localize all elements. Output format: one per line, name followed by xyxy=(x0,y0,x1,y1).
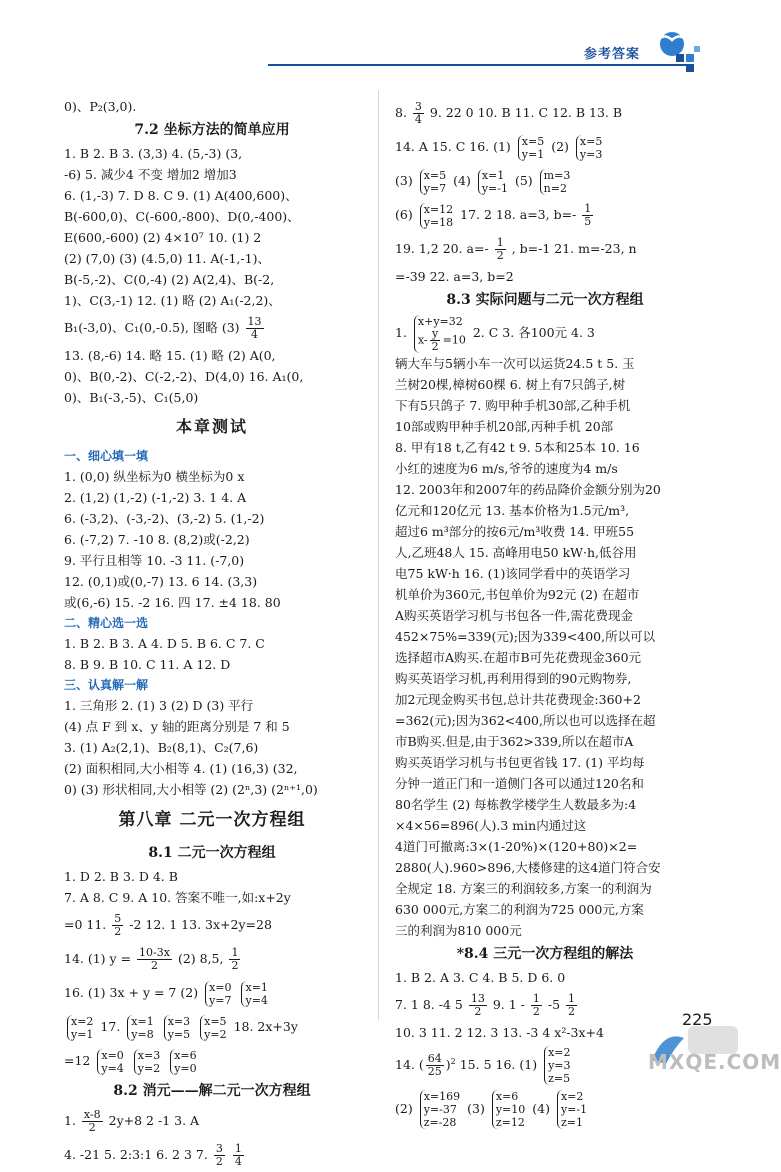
header-rule xyxy=(268,64,688,66)
equation-system xyxy=(134,1049,160,1075)
answer-line: 8. 甲有18 t,乙有42 t 9. 5本和25本 10. 16 xyxy=(395,440,640,455)
header-title: 参考答案 xyxy=(583,47,640,62)
answer-line xyxy=(64,976,360,1010)
fraction xyxy=(112,913,123,938)
answer-text: 2. C 3. 各100元 4. 3 xyxy=(472,325,595,340)
answer-line: 亿元和120亿元 13. 基本价格为1.5元/m³, xyxy=(395,503,630,518)
answer-text: 15. 5 16. (1) xyxy=(459,1057,538,1072)
subsection-fill-blank: 一、细心填一填 xyxy=(64,449,149,463)
answer-line xyxy=(64,1010,360,1044)
equation-system xyxy=(492,1090,525,1129)
answer-text: (2) xyxy=(395,1101,413,1116)
equation: x=2 xyxy=(548,1046,571,1059)
equation-system xyxy=(164,1015,190,1041)
denominator: 2 xyxy=(431,339,439,353)
denominator: 2 xyxy=(474,1005,482,1018)
equation: z=1 xyxy=(560,1116,583,1129)
numerator: 1 xyxy=(568,992,576,1005)
equation: x=12 xyxy=(423,202,454,216)
denominator: 2 xyxy=(496,249,504,262)
answer-text: (3) xyxy=(395,173,413,188)
equation-system xyxy=(478,169,508,195)
answer-line: A购买英语学习机与书包各一件,需花费现金 xyxy=(395,608,634,623)
section-7-2-answers xyxy=(64,143,360,408)
answer-line: 三的利润为810 000元 xyxy=(395,923,522,938)
equation: x=0 xyxy=(209,980,232,994)
answer-text: 9. 1 - xyxy=(492,997,525,1012)
denominator: 4 xyxy=(414,113,422,126)
answer-text: (6) xyxy=(395,207,413,222)
equation: x=5 xyxy=(521,134,545,148)
fraction xyxy=(214,1143,225,1168)
answer-line: 0)、B(0,-2)、C(-2,-2)、D(4,0) 16. A₁(0, xyxy=(64,369,304,384)
answer-line: 2. (1,2) (1,-2) (-1,-2) 3. 1 4. A xyxy=(64,490,247,505)
equation: y=3 xyxy=(579,147,603,161)
equation-system xyxy=(200,1015,226,1041)
answer-text: 14. xyxy=(395,1057,415,1072)
answer-text: (5) xyxy=(514,173,533,188)
answer-line xyxy=(64,942,360,976)
denominator: 25 xyxy=(427,1065,442,1078)
answer-line: 1. B 2. B 3. A 4. D 5. B 6. C 7. C xyxy=(64,636,265,651)
answer-line xyxy=(64,908,360,942)
equation-system xyxy=(205,981,231,1007)
equation: y=3 xyxy=(548,1059,571,1072)
section-title-7-2: 7.2 坐标方法的简单应用 xyxy=(134,122,290,138)
equation: x=1 xyxy=(245,980,268,994)
answer-line: 12. (0,1)或(0,-7) 13. 6 14. (3,3) xyxy=(64,574,258,589)
equation-system xyxy=(420,169,446,195)
answer-line: =362(元);因为362<400,所以也可以选择在超 xyxy=(395,713,656,728)
fraction xyxy=(566,993,577,1018)
answer-line xyxy=(395,988,695,1022)
equation: x=6 xyxy=(495,1090,519,1103)
equation-system xyxy=(540,169,571,195)
answer-line: 6. (1,-3) 7. D 8. C 9. (1) A(400,600)、 xyxy=(64,188,298,203)
equation: y=0 xyxy=(174,1061,197,1075)
answer-line: -6) 5. 减少4 不变 增加2 增加3 xyxy=(64,167,237,182)
answer-line: 6. (-7,2) 7. -10 8. (8,2)或(-2,2) xyxy=(64,532,250,547)
answer-line: 0) (3) 形状相同,大小相等 (2) (2ⁿ,3) (2ⁿ⁺¹,0) xyxy=(64,782,318,797)
answer-line xyxy=(395,1087,695,1131)
answer-text: -5 xyxy=(547,997,561,1012)
equation: x=0 xyxy=(101,1048,124,1062)
answer-text: 9. 22 0 10. B 11. C 12. B 13. B xyxy=(429,105,623,120)
answer-line: 选择超市A购买.在超市B可先花费现金360元 xyxy=(395,650,642,665)
section-title-8-4: *8.4 三元一次方程组的解法 xyxy=(456,946,634,962)
answer-text: 1. xyxy=(64,1113,76,1128)
equation: y=-37 xyxy=(423,1103,457,1116)
answer-line: 8. B 9. B 10. C 11. A 12. D xyxy=(64,657,231,672)
numerator: 1 xyxy=(231,946,239,959)
answer-line: E(600,-600) (2) 4×10⁷ 10. (1) 2 xyxy=(64,230,262,245)
page-number: 225 xyxy=(682,1010,713,1029)
answer-line xyxy=(64,1104,360,1138)
fraction xyxy=(430,328,441,353)
equation: x=2 xyxy=(71,1014,94,1028)
answer-line: ×4×56=896(人).3 min内通过这 xyxy=(395,818,587,833)
section-title-8-1: 8.1 二元一次方程组 xyxy=(148,845,276,861)
equation-system xyxy=(420,203,453,229)
answer-text: 7. 1 8. -4 5 xyxy=(395,997,463,1012)
answer-text: (2) 8,5, xyxy=(177,951,224,966)
fraction xyxy=(495,237,506,262)
left-column xyxy=(64,96,360,1172)
equation: x+y=32 xyxy=(417,314,463,328)
equation-system xyxy=(67,1015,93,1041)
answer-text: 4. -21 5. 2:3:1 6. 2 3 7. xyxy=(64,1147,208,1162)
answer-line: 1. 三角形 2. (1) 3 (2) D (3) 平行 xyxy=(64,698,254,713)
answer-text: 18. 2x+3y xyxy=(233,1019,298,1034)
denominator: 2 xyxy=(231,959,239,972)
denominator: 2 xyxy=(150,959,158,972)
equation: y=-1 xyxy=(481,181,508,195)
answer-line: 电75 kW·h 16. (1)该同学看中的英语学习 xyxy=(395,566,631,581)
answer-line: 2880(人).960>896,大楼修建的这4道门符合安 xyxy=(395,860,661,875)
answer-line xyxy=(395,130,695,164)
answer-line: B(-600,0)、C(-600,-800)、D(0,-400)、 xyxy=(64,209,300,224)
denominator: 2 xyxy=(215,1155,223,1168)
answer-line: 1)、C(3,-1) 12. (1) 略 (2) A₁(-2,2)、 xyxy=(64,293,281,308)
equation: z=12 xyxy=(495,1116,525,1129)
denominator: 2 xyxy=(532,1005,540,1018)
equation: y=8 xyxy=(131,1027,154,1041)
answer-line: 分钟一道正门和一道侧门各可以通过120名和 xyxy=(395,776,644,791)
numerator: y xyxy=(432,326,439,340)
answer-line: 6. (-3,2)、(-3,-2)、(3,-2) 5. (1,-2) xyxy=(64,511,265,526)
numerator: 1 xyxy=(532,992,540,1005)
equation-system xyxy=(518,135,544,161)
answer-text: (3) xyxy=(467,1101,485,1116)
answer-line: 1. D 2. B 3. D 4. B xyxy=(64,869,178,884)
equation-system xyxy=(557,1090,587,1129)
fraction xyxy=(413,101,424,126)
equation: x=5 xyxy=(579,134,603,148)
equation: y=7 xyxy=(209,993,232,1007)
answer-text: , b=-1 21. m=-23, n xyxy=(511,241,637,256)
answer-text: -2 12. 1 13. 3x+2y=28 xyxy=(129,917,272,932)
fraction xyxy=(582,203,593,228)
fraction xyxy=(233,1143,244,1168)
answer-line: 全规定 18. 方案三的利润较多,方案一的利润为 xyxy=(395,881,652,896)
section-title-8-3: 8.3 实际问题与二元一次方程组 xyxy=(446,292,644,308)
denominator: 2 xyxy=(88,1121,96,1134)
answer-text: 19. 1,2 20. a=- xyxy=(395,241,489,256)
section-title-8-2: 8.2 消元——解二元一次方程组 xyxy=(113,1083,311,1099)
equation-system xyxy=(127,1015,153,1041)
answer-line: B(-5,-2)、C(0,-4) (2) A(2,4)、B(-2, xyxy=(64,272,275,287)
numerator: 3 xyxy=(215,1142,223,1155)
answer-line: 10. 3 11. 2 12. 3 13. -3 4 x²-3x+4 xyxy=(395,1025,604,1040)
answer-line: 辆大车与5辆小车一次可以运货24.5 t 5. 玉 xyxy=(395,356,635,371)
answer-text: 1. xyxy=(395,325,407,340)
equation: x=3 xyxy=(167,1014,191,1028)
answer-line: 9. 平行且相等 10. -3 11. (-7,0) xyxy=(64,553,245,568)
denominator: 2 xyxy=(114,925,122,938)
answer-line xyxy=(64,1044,360,1078)
answer-text: =0 11. xyxy=(64,917,107,932)
answer-text: (4) xyxy=(453,173,471,188)
column-divider xyxy=(378,90,379,1020)
numerator: 1 xyxy=(496,236,504,249)
equation xyxy=(418,328,466,353)
answer-line: 1. B 2. A 3. C 4. B 5. D 6. 0 xyxy=(395,970,566,985)
seagull-logo-icon xyxy=(642,18,702,78)
fraction xyxy=(469,993,487,1018)
answer-line: 0)、P₂(3,0). xyxy=(64,99,137,114)
numerator: 3 xyxy=(414,100,422,113)
answer-line: (2) 面积相同,大小相等 4. (1) (16,3) (32, xyxy=(64,761,298,776)
fraction xyxy=(82,1109,103,1134)
answer-line: 购买英语学习机与书包更省钱 17. (1) 平均每 xyxy=(395,755,645,770)
equation-system xyxy=(576,135,602,161)
answer-line: 或(6,-6) 15. -2 16. 四 17. ±4 18. 80 xyxy=(64,595,281,610)
answer-line: 小红的速度为6 m/s,爷爷的速度为4 m/s xyxy=(395,461,618,476)
equation: x=1 xyxy=(481,168,505,182)
equation: n=2 xyxy=(543,181,567,195)
answer-line: 0)、B₁(-3,-5)、C₁(5,0) xyxy=(64,390,199,405)
fraction xyxy=(229,947,240,972)
answer-line: 13. (8,-6) 14. 略 15. (1) 略 (2) A(0, xyxy=(64,348,276,363)
answer-text: 8. xyxy=(395,105,407,120)
equation: y=2 xyxy=(137,1061,161,1075)
answer-line: 4道门可撤离:3×(1-20%)×(120+80)×2= xyxy=(395,839,638,854)
answer-line xyxy=(64,1138,360,1172)
answer-text: 14. A 15. C 16. (1) xyxy=(395,139,511,154)
answer-line xyxy=(395,232,695,266)
equation: x=6 xyxy=(174,1048,197,1062)
answer-line: 购买英语学习机,再利用得到的90元购物券, xyxy=(395,671,632,686)
numerator: 64 xyxy=(427,1052,442,1065)
equation: m=3 xyxy=(543,168,571,182)
answer-line: 3. (1) A₂(2,1)、B₂(8,1)、C₂(7,6) xyxy=(64,740,259,755)
equation: y=10 xyxy=(495,1103,526,1116)
equation-part: x- xyxy=(417,333,428,346)
subsection-choice: 二、精心选一选 xyxy=(64,616,149,630)
equation-system xyxy=(241,981,267,1007)
answer-line: 1. (0,0) 纵坐标为0 横坐标为0 x xyxy=(64,469,245,484)
numerator: x-8 xyxy=(83,1108,101,1121)
equation: y=1 xyxy=(71,1027,94,1041)
answer-line xyxy=(395,313,695,353)
numerator: 13 xyxy=(247,315,262,328)
equation: y=4 xyxy=(245,993,268,1007)
numerator: 5 xyxy=(114,912,122,925)
answer-line: (4) 点 F 到 x、y 轴的距离分别是 7 和 5 xyxy=(64,719,290,734)
answer-text: 16. (1) 3x + y = 7 (2) xyxy=(64,985,199,1000)
equation: y=18 xyxy=(423,215,454,229)
denominator: 4 xyxy=(251,328,259,341)
answer-line: =-39 22. a=3, b=2 xyxy=(395,269,514,284)
answer-line: 10部或购甲种手机20部,丙种手机 20部 xyxy=(395,419,614,434)
answer-line: 人,乙班48人 15. 高峰用电50 kW·h,低谷用 xyxy=(395,545,637,560)
equation: y=1 xyxy=(521,147,545,161)
answer-line: 1. B 2. B 3. (3,3) 4. (5,-3) (3, xyxy=(64,146,243,161)
answer-line xyxy=(64,311,360,345)
fraction xyxy=(531,993,542,1018)
denominator: 5 xyxy=(584,215,592,228)
equation-system xyxy=(97,1049,123,1075)
answer-text: 14. (1) y = xyxy=(64,951,132,966)
fraction xyxy=(426,1053,444,1078)
equation: x=1 xyxy=(131,1014,154,1028)
equation: y=5 xyxy=(167,1027,191,1041)
equation: z=5 xyxy=(548,1072,571,1085)
equation: y=7 xyxy=(423,181,447,195)
answer-line: 7. A 8. C 9. A 10. 答案不唯一,如:x+2y xyxy=(64,890,291,905)
equation-system xyxy=(544,1046,570,1085)
numerator: 1 xyxy=(584,202,592,215)
answer-text: B₁(-3,0)、C₁(0,-0.5), 图略 (3) xyxy=(64,320,240,335)
equation: x=2 xyxy=(560,1090,584,1103)
watermark-text: MXQE.COM xyxy=(648,1050,781,1074)
answer-line: 超过6 m³部分的按6元/m³收费 14. 甲班55 xyxy=(395,524,635,539)
answer-line: 80名学生 (2) 每栋教学楼学生人数最多为:4 xyxy=(395,797,637,812)
denominator: 2 xyxy=(568,1005,576,1018)
right-column xyxy=(395,96,695,1131)
answer-text: (2) xyxy=(551,139,569,154)
fraction xyxy=(246,316,264,341)
answer-line: 下有5只鸽子 7. 购甲种手机30部,乙种手机 xyxy=(395,398,631,413)
answer-line: 市B购买.但是,由于362>339,所以在超市A xyxy=(395,734,634,749)
answer-text: (4) xyxy=(532,1101,550,1116)
denominator: 4 xyxy=(234,1155,242,1168)
answer-text: 2y+8 2 -1 3. A xyxy=(108,1113,200,1128)
numerator: 10-3x xyxy=(139,946,170,959)
subsection-solve: 三、认真解一解 xyxy=(64,678,149,692)
answer-line xyxy=(395,96,695,130)
numerator: 1 xyxy=(234,1142,242,1155)
equation-system xyxy=(414,315,466,353)
answer-line: (2) (7,0) (3) (4.5,0) 11. A(-1,-1)、 xyxy=(64,251,270,266)
chapter-test-title: 本章测试 xyxy=(175,417,248,436)
fraction xyxy=(137,947,172,972)
answer-line: 630 000元,方案二的利润为725 000元,方案 xyxy=(395,902,644,917)
equation-part: =10 xyxy=(442,333,466,346)
answer-line: 12. 2003年和2007年的药品降价金额分别为20 xyxy=(395,482,661,497)
answer-line xyxy=(395,198,695,232)
equation-system xyxy=(170,1049,196,1075)
equation: x=5 xyxy=(423,168,447,182)
equation: x=3 xyxy=(137,1048,161,1062)
equation-system xyxy=(420,1090,460,1129)
answer-text: 17. 2 18. a=3, b=- xyxy=(460,207,577,222)
equation: y=4 xyxy=(101,1061,124,1075)
section-8-3-answers xyxy=(395,353,695,941)
answer-line: 机单价为360元,书包单价为92元 (2) 在超市 xyxy=(395,587,640,602)
equation: z=-28 xyxy=(423,1116,457,1129)
answer-line: 452×75%=339(元);因为339<400,所以可以 xyxy=(395,629,656,644)
equation: y=2 xyxy=(204,1027,227,1041)
answer-text: 17. xyxy=(100,1019,121,1034)
equation: x=5 xyxy=(204,1014,227,1028)
numerator: 13 xyxy=(470,992,485,1005)
chapter-8-title: 第八章 二元一次方程组 xyxy=(118,810,306,830)
equation: x=169 xyxy=(423,1090,461,1103)
answer-line: 加2元现金购买书包,总计共花费现金:360+2 xyxy=(395,692,641,707)
power-expression: ( $\frac{64}{25}$ )$^2$ xyxy=(418,1052,456,1078)
answer-text: =12 xyxy=(64,1053,91,1068)
answer-line: 兰树20棵,樟树60棵 6. 树上有7只鸽子,树 xyxy=(395,377,626,392)
answer-line xyxy=(395,164,695,198)
equation: y=-1 xyxy=(560,1103,588,1116)
